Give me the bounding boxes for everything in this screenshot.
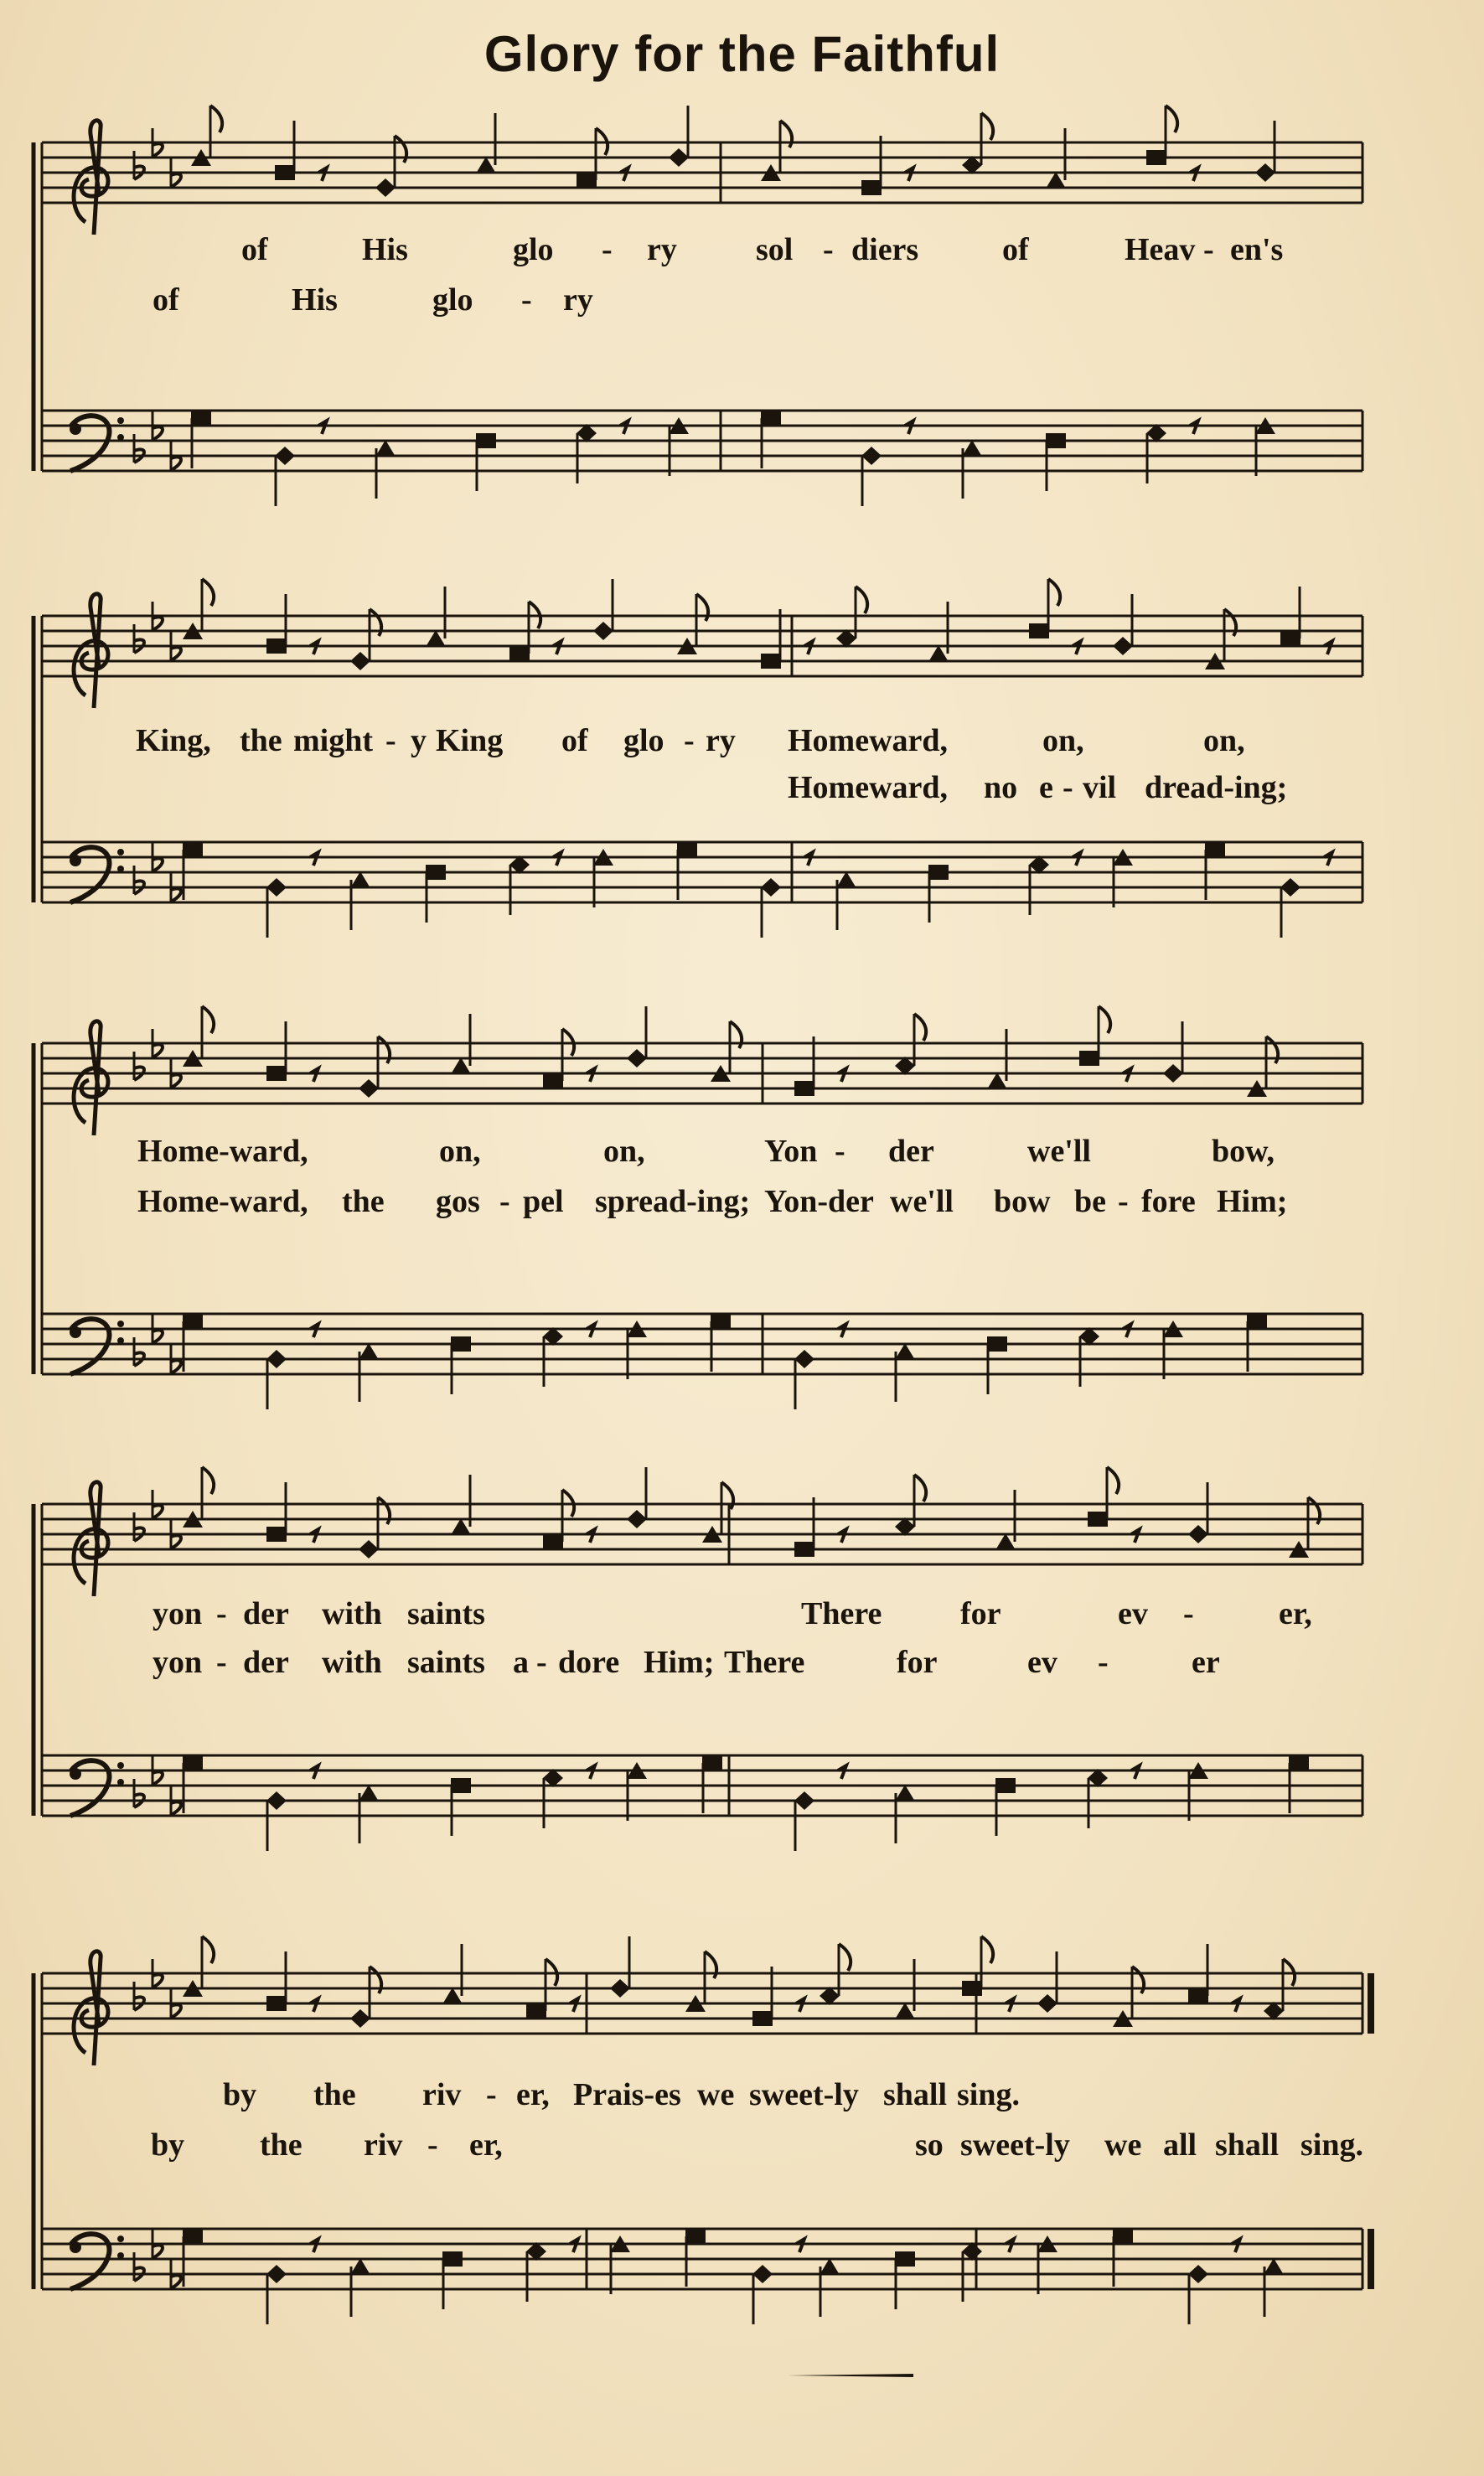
lyric-syllable: King — [436, 723, 504, 758]
lyric-syllable: so — [915, 2127, 944, 2163]
lyric-syllable: gos — [436, 1184, 480, 1219]
lyric-syllable: fore — [1141, 1184, 1196, 1219]
lyric-syllable: for — [897, 1645, 938, 1680]
lyric-syllable: - — [1183, 1596, 1194, 1631]
lyric-syllable: Homeward, — [788, 770, 949, 805]
lyric-syllable: Home-ward, — [137, 1134, 308, 1169]
lyric-syllable: - — [1203, 232, 1214, 267]
lyric-syllable: e — [1039, 770, 1053, 805]
lyric-syllable: ry — [563, 282, 593, 318]
lyric-syllable: we'll — [890, 1184, 954, 1219]
lyric-syllable: bow, — [1212, 1134, 1275, 1169]
lyric-syllable: bow — [994, 1184, 1051, 1219]
lyric-syllable: - — [1063, 770, 1073, 805]
lyric-syllable: sol — [756, 232, 794, 267]
lyric-syllable: spread-ing; — [595, 1184, 751, 1219]
lyric-syllable: - — [499, 1184, 510, 1219]
lyric-syllable: Heav — [1125, 232, 1196, 267]
lyric-syllable: - — [684, 723, 695, 758]
lyric-syllable: for — [960, 1596, 1001, 1631]
lyric-syllable: glo — [432, 282, 473, 318]
lyric-syllable: - — [486, 2077, 497, 2112]
lyric-syllable: - — [835, 1134, 845, 1169]
lyric-syllable: der — [888, 1134, 934, 1169]
lyric-syllable: - — [216, 1596, 227, 1631]
lyric-syllable: on, — [439, 1134, 481, 1169]
lyric-syllable: we — [1104, 2127, 1142, 2163]
lyric-syllable: der — [243, 1645, 289, 1680]
lyric-syllable: with — [322, 1596, 382, 1631]
lyric-syllable: ry — [706, 723, 736, 758]
lyric-syllable: y — [411, 723, 427, 758]
lyric-syllable: sing. — [957, 2077, 1020, 2112]
lyric-syllable: Him; — [644, 1645, 715, 1680]
lyric-syllable: the — [342, 1184, 385, 1219]
lyric-syllable: - — [521, 282, 532, 318]
lyric-syllable: diers — [851, 232, 919, 267]
lyric-syllable: saints — [407, 1645, 485, 1680]
lyric-syllable: der — [243, 1596, 289, 1631]
lyric-syllable: on, — [1042, 723, 1084, 758]
lyric-syllable: er, — [516, 2077, 550, 2112]
lyric-syllable: shall — [883, 2077, 948, 2112]
lyric-syllable: - — [427, 2127, 438, 2163]
lyric-syllable: ev — [1118, 1596, 1148, 1631]
lyric-syllable: sweet-ly — [960, 2127, 1070, 2163]
lyric-syllable: yon — [153, 1645, 203, 1680]
lyric-syllable: saints — [407, 1596, 485, 1631]
lyric-syllable: riv — [364, 2127, 403, 2163]
lyric-syllable: sing. — [1300, 2127, 1363, 2163]
lyric-syllable: on, — [1203, 723, 1245, 758]
lyric-syllable: ev — [1027, 1645, 1057, 1680]
lyric-syllable: riv — [422, 2077, 462, 2112]
lyric-syllable: Homeward, — [788, 723, 949, 758]
lyric-syllable: yon — [153, 1596, 203, 1631]
lyric-syllable: sweet-ly — [749, 2077, 859, 2112]
lyric-syllable: - — [1118, 1184, 1129, 1219]
lyric-syllable: of — [153, 282, 179, 318]
lyric-syllable: of — [1002, 232, 1029, 267]
lyric-syllable: - — [536, 1645, 547, 1680]
lyric-syllable: His — [362, 232, 408, 267]
lyric-syllable: Prais-es — [573, 2077, 681, 2112]
lyric-syllable: Home-ward, — [137, 1184, 308, 1219]
lyric-syllable: vil — [1083, 770, 1117, 805]
lyric-syllable: we'll — [1027, 1134, 1091, 1169]
lyric-syllable: glo — [513, 232, 554, 267]
lyric-syllable: the — [313, 2077, 356, 2112]
lyric-syllable: There — [724, 1645, 805, 1680]
lyric-syllable: er — [1192, 1645, 1220, 1680]
end-flourish — [788, 2371, 913, 2380]
lyric-syllable: all — [1163, 2127, 1197, 2163]
lyric-syllable: dore — [558, 1645, 620, 1680]
lyric-syllable: by — [223, 2077, 257, 2112]
lyric-syllable: er, — [1279, 1596, 1312, 1631]
lyric-syllable: the — [240, 723, 282, 758]
lyric-syllable: His — [292, 282, 338, 318]
lyric-syllable: ry — [647, 232, 677, 267]
lyric-syllable: - — [1098, 1645, 1109, 1680]
lyric-syllable: on, — [603, 1134, 645, 1169]
lyric-syllable: en's — [1230, 232, 1284, 267]
lyric-syllable: Him; — [1217, 1184, 1288, 1219]
lyric-syllable: Yon-der — [764, 1184, 874, 1219]
lyric-syllable: er, — [469, 2127, 503, 2163]
lyric-syllable: shall — [1215, 2127, 1280, 2163]
lyric-syllable: King, — [136, 723, 211, 758]
lyric-syllable: dread-ing; — [1145, 770, 1288, 805]
lyric-syllable: might — [293, 723, 373, 758]
lyric-syllable: Yon — [764, 1134, 818, 1169]
music-system-3 — [0, 1031, 1484, 1424]
lyric-syllable: - — [823, 232, 834, 267]
lyric-syllable: by — [151, 2127, 185, 2163]
lyric-syllable: be — [1074, 1184, 1106, 1219]
lyric-syllable: with — [322, 1645, 382, 1680]
lyric-syllable: - — [216, 1645, 227, 1680]
lyric-syllable: There — [801, 1596, 882, 1631]
lyric-syllable: we — [697, 2077, 735, 2112]
music-system-1 — [0, 134, 1484, 519]
lyric-syllable: glo — [623, 723, 664, 758]
lyric-syllable: a — [513, 1645, 529, 1680]
lyric-syllable: of — [241, 232, 268, 267]
lyric-syllable: - — [385, 723, 396, 758]
lyric-syllable: - — [602, 232, 613, 267]
lyric-syllable: pel — [523, 1184, 564, 1219]
hymn-title: Glory for the Faithful — [483, 26, 1001, 82]
lyric-syllable: of — [561, 723, 588, 758]
lyric-syllable: no — [984, 770, 1018, 805]
lyric-syllable: the — [260, 2127, 302, 2163]
